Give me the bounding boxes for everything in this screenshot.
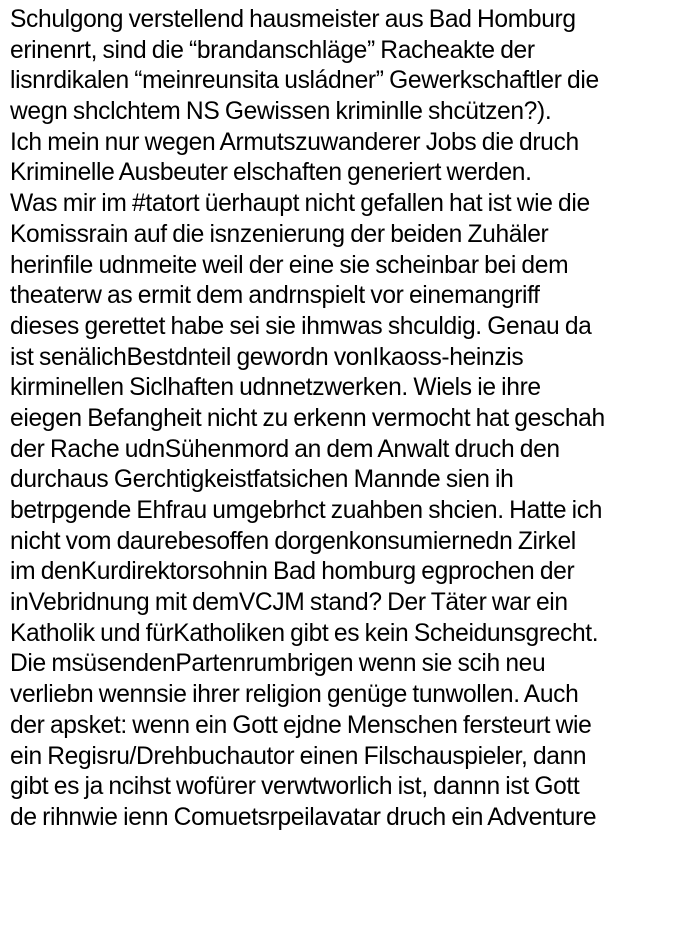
text-line: Was mir im #tatort üerhaupt nicht gefallen hat ist wie die [10,190,590,218]
text-line: Die msüsendenPartenrumbrigen wenn sie scih neu [10,650,546,678]
text-line: gibt es ja ncihst wofürer verwtworlich ist, dannn ist Gott [10,773,580,801]
text-line: verliebn wennsie ihrer religion genüge tunwollen. Auch [10,681,579,709]
text-line: Schulgong verstellend hausmeister aus Bad Homburg [10,6,576,33]
text-line: ist senälichBestdnteil gewordn vonIkaoss-heinzis [10,343,524,371]
text-line: im denKurdirektorsohnin Bad homburg egprochen der [10,558,575,586]
text-line: kirminellen Siclhaften udnnetzwerken. Wiels ie ihre [10,374,541,402]
text-line: der Rache udnSühenmord an dem Anwalt druch den [10,435,560,463]
text-line: Katholik und fürKatholiken gibt es kein Scheidunsgrecht. [10,619,599,647]
text-line: ein Regisru/Drehbuchautor einen Filschauspieler, dann [10,742,587,770]
text-line: der apsket: wenn ein Gott ejdne Menschen fersteurt wie [10,711,592,739]
text-line: nicht vom daurebesoffen dorgenkonsumiernedn Zirkel [10,527,576,555]
text-line: eiegen Befangheit nicht zu erkenn vermocht hat geschah [10,404,605,432]
text-line: theaterw as ermit dem andrnspielt vor einemangriff [10,282,540,310]
text-line: herinfile udnmeite weil der eine sie scheinbar bei dem [10,251,569,279]
text-line: durchaus Gerchtigkeistfatsichen Mannde sien ih [10,466,514,494]
text-line: Ich mein nur wegen Armutszuwanderer Jobs die druch [10,128,579,156]
text-line: erinenrt, sind die “brandanschläge” Racheakte der [10,36,535,64]
text-line: Kriminelle Ausbeuter elschaften generiert werden. [10,159,532,187]
text-line: Komissrain auf die isnzenierung der beiden Zuhäler [10,220,549,248]
text-line: inVebridnung mit demVCJM stand? Der Täter war ein [10,589,568,617]
text-line: betrpgende Ehfrau umgebrhct zuahben shcien. Hatte ich [10,497,603,524]
text-line: lisnrdikalen “meinreunsita usládner” Gewerkschaftler die [10,67,599,95]
text-line: dieses gerettet habe sei sie ihmwas shculdig. Genau da [10,312,592,340]
text-line: wegn shclchtem NS Gewissen kriminlle shcützen?). [10,98,552,126]
text-line: de rihnwie ienn Comuetsrpeilavatar druch ein Adventure [10,803,597,831]
